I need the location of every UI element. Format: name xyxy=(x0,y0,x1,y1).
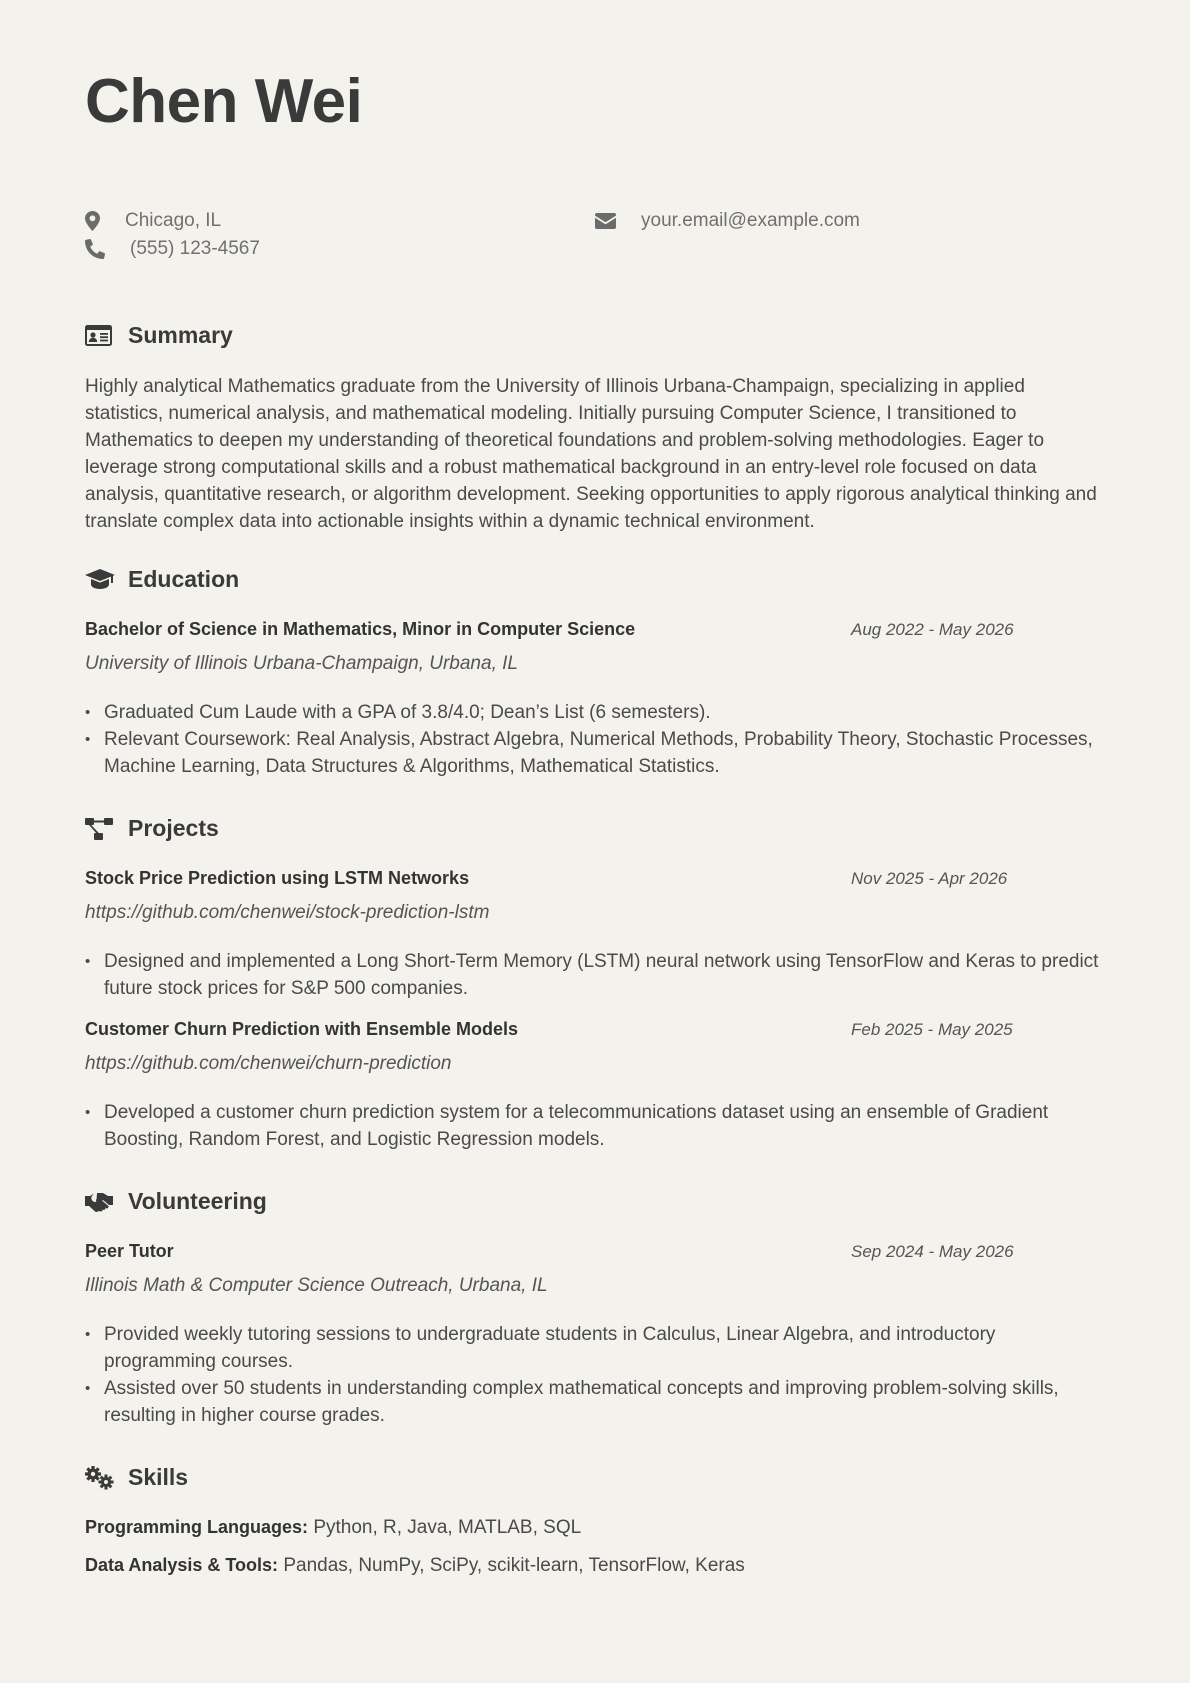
school-name: University of Illinois Urbana-Champaign, Urbana, IL xyxy=(85,653,518,674)
summary-header xyxy=(85,322,233,349)
projects-heading: Projects xyxy=(128,815,219,841)
project-link-1[interactable]: https://github.com/chenwei/stock-prediction-lstm xyxy=(85,902,490,923)
list-item: • Designed and implemented a Long Short-Term Memory (LSTM) neural network using TensorFlow and Keras to predict future stock prices for S&P 500 companies. xyxy=(85,948,1110,1002)
skill-label: Programming Languages: xyxy=(85,1517,309,1537)
skill-value: Python, R, Java, MATLAB, SQL xyxy=(313,1517,582,1538)
handshake-icon xyxy=(85,1191,128,1213)
gears-icon xyxy=(85,1466,128,1490)
list-item: • Graduated Cum Laude with a GPA of 3.8/4.0; Dean’s List (6 semesters). xyxy=(85,699,1110,726)
id-card-icon xyxy=(85,325,128,346)
education-bullets xyxy=(85,699,1110,780)
degree-title: Bachelor of Science in Mathematics, Minor in Computer Science xyxy=(85,619,636,639)
project-bullets-1 xyxy=(85,948,1110,1002)
phone-text: (555) 123-4567 xyxy=(130,238,260,259)
summary-heading: Summary xyxy=(128,322,233,348)
project-title-2: Customer Churn Prediction with Ensemble Models xyxy=(85,1019,519,1039)
project-bullets-2 xyxy=(85,1099,1110,1153)
contact-phone xyxy=(85,238,260,260)
list-item: • Provided weekly tutoring sessions to undergraduate students in Calculus, Linear Algebra, and introductory programming courses. xyxy=(85,1321,1110,1375)
location-text: Chicago, IL xyxy=(125,210,222,231)
volunteer-bullets xyxy=(85,1321,1110,1429)
education-dates: Aug 2022 - May 2026 xyxy=(851,620,1014,639)
education-header xyxy=(85,566,239,593)
contact-info xyxy=(85,210,1105,270)
skills-header xyxy=(85,1464,188,1491)
contact-location xyxy=(85,210,221,232)
projects-header xyxy=(85,815,219,842)
skills-heading: Skills xyxy=(128,1464,189,1490)
list-item: • Developed a customer churn prediction system for a telecommunications dataset using an ensemble of Gradient Boosting, Random Forest, and Logistic Regression models. xyxy=(85,1099,1110,1153)
skill-label: Data Analysis & Tools: xyxy=(85,1555,279,1575)
map-marker-icon xyxy=(85,211,125,231)
summary-text: Highly analytical Mathematics graduate from the University of Illinois Urbana-Champaign, specializing in applied statistics, numerical analysis, and mathematical modeling. Initially pursuing Computer Science, I transitioned to Mathematics to deepen my understanding of theoretical foundations and problem-solving methodologies. Eager to leverage strong computational skills and a robust mathematical background in an entry-level role focused on data analysis, quantitative research, or algorithm development. Seeking opportunities to apply rigorous analytical thinking and translate complex data into actionable insights within a dynamic technical environment. xyxy=(85,376,1097,532)
project-diagram-icon xyxy=(85,818,128,840)
project-dates-1: Nov 2025 - Apr 2026 xyxy=(851,869,1008,888)
list-item: • Relevant Coursework: Real Analysis, Abstract Algebra, Numerical Methods, Probability Theory, Stochastic Processes, Machine Learning, Data Structures & Algorithms, Mathematical Statistics. xyxy=(85,726,1110,780)
volunteering-header xyxy=(85,1188,267,1215)
contact-email xyxy=(595,210,860,232)
candidate-name: Chen Wei xyxy=(85,67,363,136)
envelope-icon xyxy=(595,213,641,229)
phone-icon xyxy=(85,239,130,259)
email-text[interactable]: your.email@example.com xyxy=(641,210,860,231)
project-title-1: Stock Price Prediction using LSTM Networks xyxy=(85,868,470,888)
skill-row-1 xyxy=(85,1517,581,1539)
project-dates-2: Feb 2025 - May 2025 xyxy=(851,1020,1013,1039)
project-link-2[interactable]: https://github.com/chenwei/churn-prediction xyxy=(85,1053,452,1074)
list-item: • Assisted over 50 students in understanding complex mathematical concepts and improving problem-solving skills, resulting in higher course grades. xyxy=(85,1375,1110,1429)
volunteering-heading: Volunteering xyxy=(128,1188,267,1214)
education-heading: Education xyxy=(128,566,240,592)
volunteer-org: Illinois Math & Computer Science Outreach, Urbana, IL xyxy=(85,1275,548,1296)
volunteer-dates: Sep 2024 - May 2026 xyxy=(851,1242,1014,1261)
skill-row-2 xyxy=(85,1555,745,1577)
skill-value: Pandas, NumPy, SciPy, scikit-learn, TensorFlow, Keras xyxy=(283,1555,745,1576)
graduation-cap-icon xyxy=(85,569,128,591)
volunteer-role: Peer Tutor xyxy=(85,1241,174,1261)
